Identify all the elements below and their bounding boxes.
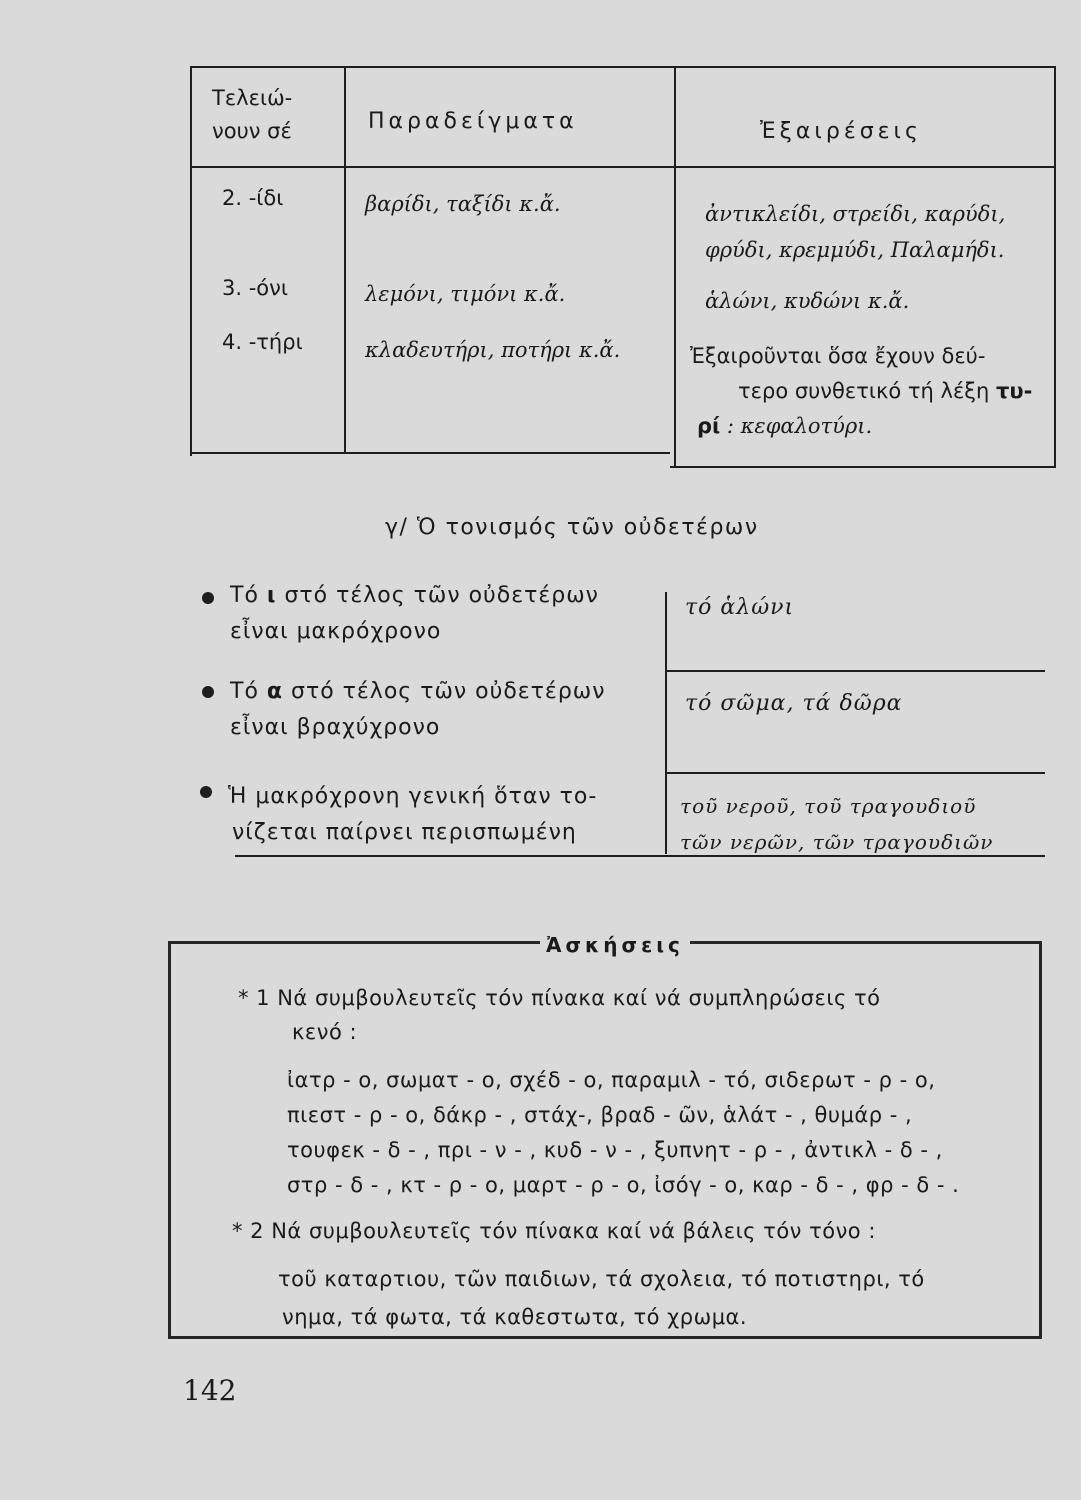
rule-example: τό σῶμα, τά δῶρα <box>685 691 903 716</box>
exercise1-words: τουφεκ - δ - , πρι - ν - , κυδ - ν - , ξυπνητ - ρ - , ἀντικλ - δ - , <box>287 1138 943 1162</box>
rule-letter: ι <box>266 583 277 608</box>
row-exceptions-line2 <box>738 375 1032 408</box>
exceptions-bold-ending: ρί <box>697 414 721 438</box>
row-examples: βαρίδι, ταξίδι κ.ἄ. <box>365 192 561 216</box>
rule-text: στό τέλος τῶν οὐδετέρων <box>284 583 599 608</box>
row-exceptions-line1: ἀντικλείδι, στρείδι, καρύδι, <box>705 202 1006 226</box>
row-exceptions-line2: φρύδι, κρεμμύδι, Παλαμήδι. <box>705 238 1005 262</box>
row-exceptions-line1: Ἐξαιροῦνται ὅσα ἔχουν δεύ- <box>690 344 986 368</box>
row-ending: 3. -όνι <box>222 276 288 300</box>
rule-text: Τό <box>230 583 259 608</box>
row-ending: 2. -ίδι <box>222 186 284 210</box>
rule-line2: εἶναι μακρόχρονο <box>230 619 442 644</box>
rule-line2: εἶναι βραχύχρονο <box>230 715 441 740</box>
header-exceptions: Ἐξαιρέσεις <box>760 119 922 144</box>
exercise1-words: στρ - δ - , κτ - ρ - ο, μαρτ - ρ - ο, ἰσόγ - ο, καρ - δ - , φρ - δ - . <box>287 1173 960 1197</box>
exercises-title: Ἀσκήσεις <box>540 933 690 957</box>
exceptions-example: : κεφαλοτύρι. <box>726 414 873 438</box>
rule-line1: Ἡ μακρόχρονη γενική ὅταν το- <box>228 784 598 809</box>
exercise2-words: νημα, τά φωτα, τά καθεστωτα, τό χρωμα. <box>282 1305 748 1329</box>
section-title: γ/ Ὁ τονισμός τῶν οὐδετέρων <box>385 515 759 540</box>
row-examples: λεμόνι, τιμόνι κ.ἄ. <box>365 282 566 306</box>
exercise1-instruction: * 1 Νά συμβουλευτεῖς τόν πίνακα καί νά συμπληρώσεις τό <box>238 986 881 1010</box>
row-ending: 4. -τήρι <box>222 330 303 354</box>
rule-example: τῶν νερῶν, τῶν τραγουδιῶν <box>680 830 994 854</box>
rule-line1 <box>230 674 606 710</box>
bullet-icon <box>200 786 212 798</box>
exercise1-instruction-cont: κενό : <box>292 1020 358 1044</box>
header-endings-line2: νουν σέ <box>212 119 292 143</box>
row-exceptions-line1: ἁλώνι, κυδώνι κ.ἄ. <box>705 289 910 313</box>
rule-line1 <box>230 578 599 614</box>
exercise2-instruction: * 2 Νά συμβουλευτεῖς τόν πίνακα καί νά βάλεις τόν τόνο : <box>232 1219 876 1243</box>
rule-letter: α <box>266 679 284 704</box>
bullet-icon <box>202 592 214 604</box>
exceptions-line2-text: τερο συνθετικό τή λέξη <box>738 379 990 403</box>
rule-text: στό τέλος τῶν οὐδετέρων <box>291 679 606 704</box>
row-examples: κλαδευτήρι, ποτήρι κ.ἄ. <box>365 338 621 362</box>
page-number: 142 <box>183 1374 237 1407</box>
header-endings-line1: Τελειώ- <box>212 86 293 110</box>
bullet-icon <box>202 686 214 698</box>
exercise1-words: πιεστ - ρ - ο, δάκρ - , στάχ-, βραδ - ῶν, ἁλάτ - , θυμάρ - , <box>287 1103 913 1127</box>
exceptions-bold-word: τυ- <box>996 379 1033 403</box>
exercise2-words: τοῦ καταρτιου, τῶν παιδιων, τά σχολεια, τό ποτιστηρι, τό <box>278 1267 925 1291</box>
rule-example: τοῦ νεροῦ, τοῦ τραγουδιοῦ <box>680 794 977 818</box>
exercise1-words: ἰατρ - ο, σωματ - ο, σχέδ - ο, παραμιλ - τό, σιδερωτ - ρ - ο, <box>287 1068 936 1092</box>
row-exceptions-line3 <box>697 410 872 443</box>
header-examples: Παραδείγματα <box>368 109 578 134</box>
rule-example: τό ἁλώνι <box>685 595 795 620</box>
rules-row-line <box>665 670 1045 672</box>
rules-divider <box>665 592 667 854</box>
rules-row-line <box>665 772 1045 774</box>
rule-line2: νίζεται παίρνει περισπωμένη <box>232 820 577 845</box>
rule-text: Τό <box>230 679 259 704</box>
